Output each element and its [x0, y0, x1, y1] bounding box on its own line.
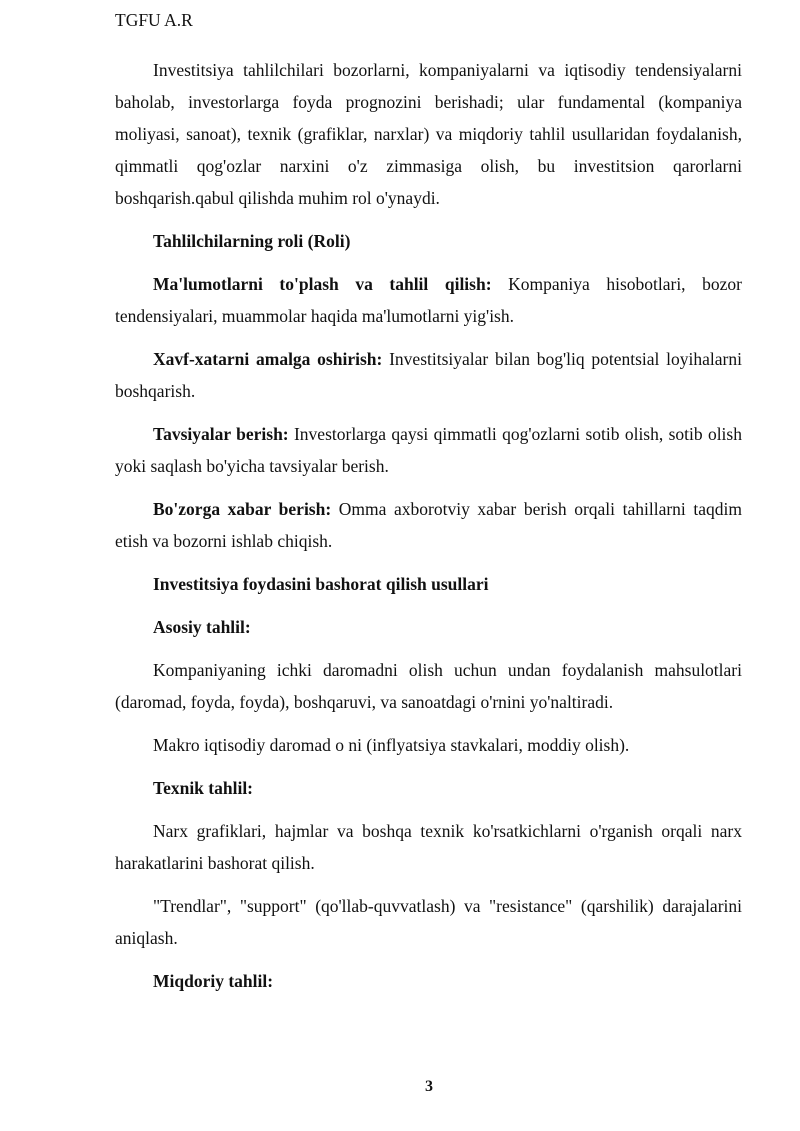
role-item-risk [115, 343, 742, 407]
role-item-data-collection [115, 268, 742, 332]
page-number: 3 [425, 1078, 433, 1095]
heading-fundamental: Asosiy tahlil: [153, 617, 251, 637]
role-item-text: Kompaniya hisobotlari, bozor tendensiyalari, muammolar haqida ma'lumotlarni yig'ish. [115, 274, 742, 326]
role-item-title: Ma'lumotlarni to'plash va tahlil qilish: [153, 274, 492, 294]
intro-paragraph: Investitsiya tahlilchilari bozorlarni, kompaniyalarni va iqtisodiy tendensiyalarni baholab, investorlarga foyda prognozini berishadi; ular fundamental (kompaniya moliyasi, sanoat), texnik (grafiklar, narxlar) va miqdoriy tahlil usullaridan foydalanish, qimmatli qog'ozlar narxini o'z zimmasiga olish, bu investitsion qarorlarni boshqarish.qabul qilishda muhim rol o'ynaydi. [115, 60, 742, 208]
role-item-text: Omma axborotviy xabar berish orqali tahillarni taqdim etish va bozorni ishlab chiqish. [115, 499, 742, 551]
role-item-title: Bo'zorga xabar berish: [153, 499, 332, 519]
role-item-text: Investitsiyalar bilan bog'liq potentsial loyihalarni boshqarish. [115, 349, 742, 401]
role-item-text: Investorlarga qaysi qimmatli qog'ozlarni sotib olish, sotib olish yoki saqlash bo'yicha tavsiyalar berish. [115, 424, 742, 476]
heading-technical: Texnik tahlil: [153, 778, 254, 798]
page-content [115, 54, 742, 1008]
technical-paragraph-1: Narx grafiklari, hajmlar va boshqa texnik ko'rsatkichlarni o'rganish orqali narx harakatlarini bashorat qilish. [115, 821, 742, 873]
technical-paragraph-2: "Trendlar", "support" (qo'llab-quvvatlash) va "resistance" (qarshilik) darajalarini aniqlash. [115, 896, 742, 948]
role-item-title: Tavsiyalar berish: [153, 424, 289, 444]
role-item-market-info [115, 493, 742, 557]
fundamental-paragraph-1: Kompaniyaning ichki daromadni olish uchun undan foydalanish mahsulotlari (daromad, foyda, foyda), boshqaruvi, va sanoatdagi o'rnini yo'naltiradi. [115, 660, 742, 712]
role-item-recommendations [115, 418, 742, 482]
heading-methods: Investitsiya foydasini bashorat qilish usullari [153, 574, 489, 594]
heading-role: Tahlilchilarning roli (Roli) [153, 231, 351, 251]
role-item-title: Xavf-xatarni amalga oshirish: [153, 349, 383, 369]
page-header: TGFU A.R [115, 10, 193, 30]
heading-quantitative: Miqdoriy tahlil: [153, 971, 274, 991]
fundamental-paragraph-2: Makro iqtisodiy daromad o ni (inflyatsiya stavkalari, moddiy olish). [153, 735, 630, 755]
